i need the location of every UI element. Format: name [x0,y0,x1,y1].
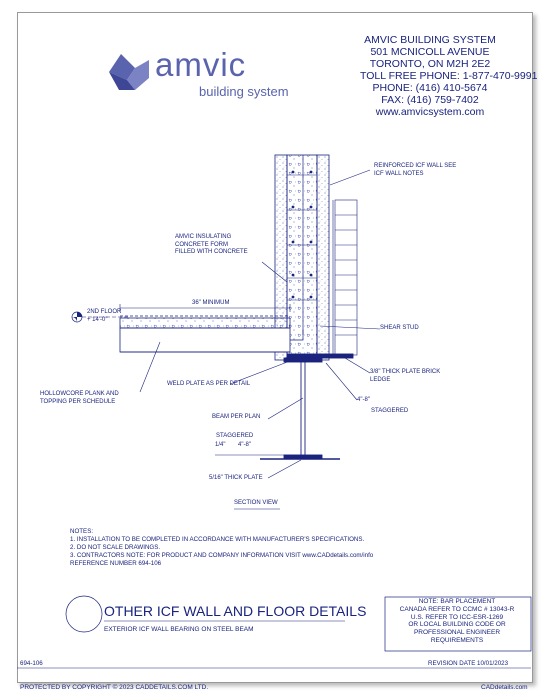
logo-subtitle: building system [199,84,289,99]
label-dim-quarter: 1/4" [215,442,226,448]
label-beam: BEAM PER PLAN [212,414,261,420]
detail-callout-circle [66,596,102,632]
steel-beam [260,358,340,459]
note-item: 3. CONTRACTORS NOTE: FOR PRODUCT AND COMPANY INFORMATION VISIT www.CADdetails.com/info [70,552,374,559]
label-min-dimension: 36" MINIMUM [192,300,230,306]
label-floor-level: 2ND FLOOR + 14'-0" [87,309,122,323]
company-street: 501 MCNICOLL AVENUE [370,46,490,58]
label-brick-ledge: 3/8" THICK PLATE BRICK LEDGE [370,369,441,383]
label-dim-right: 4"-8" [357,397,370,403]
brick-veneer [333,200,357,355]
company-website[interactable]: www.amvicsystem.com [375,106,485,118]
label-staggered-bottom: STAGGERED [216,433,254,439]
note-item: REFERENCE NUMBER 694-106 [70,560,162,567]
label-staggered-right: STAGGERED [371,408,409,414]
label-hollowcore: HOLLOWCORE PLANK AND TOPPING PER SCHEDULE [40,391,119,405]
drawing-title: OTHER ICF WALL AND FLOOR DETAILS [104,603,367,619]
label-shear-stud: SHEAR STUD [380,325,419,331]
drawing-subtitle: EXTERIOR ICF WALL BEARING ON STEEL BEAM [104,626,254,633]
company-toll-free: TOLL FREE PHONE: 1-877-470-9991 [360,70,538,82]
label-thick-plate: 5/16" THICK PLATE [209,475,263,481]
notes-heading: NOTES: [70,528,94,535]
copyright-notice: PROTECTED BY COPYRIGHT © 2023 CADDETAILS.COM LTD. [20,684,209,691]
hollowcore-slab [120,316,290,352]
general-notes [70,528,373,568]
company-name: AMVIC BUILDING SYSTEM [364,34,496,46]
note-item: 2. DO NOT SCALE DRAWINGS. [70,544,161,551]
note-item: 1. INSTALLATION TO BE COMPLETED IN ACCORDANCE WITH MANUFACTURER'S SPECIFICATIONS. [70,536,365,543]
logo-word: amvic [155,46,247,83]
company-city: TORONTO, ON M2H 2E2 [369,58,491,70]
label-dim-bottom: 4"-8" [238,442,251,448]
revision-date: REVISION DATE 10/01/2023 [428,660,509,667]
brick-ledge-plate [287,354,353,358]
bar-placement-note: NOTE: BAR PLACEMENT CANADA REFER TO CCMC # 13043-R U.S. REFER TO ICC-ESR-1269 OR LOCAL BUILDING CODE OR PROFESSIONAL ENGINEER REQUIREMENTS [399,598,515,644]
caddetails-link[interactable]: CADdetails.com [481,684,528,691]
label-reinforced-wall: REINFORCED ICF WALL SEE ICF WALL NOTES [374,163,457,177]
label-section-view: SECTION VIEW [234,500,278,506]
reference-number: 694-106 [20,660,43,667]
company-phone: PHONE: (416) 410-5674 [372,82,488,94]
company-fax: FAX: (416) 759-7402 [381,94,479,106]
label-amvic-form: AMVIC INSULATING CONCRETE FORM FILLED WITH CONCRETE [175,234,248,255]
label-weld-plate: WELD PLATE AS PER DETAIL [167,381,251,387]
